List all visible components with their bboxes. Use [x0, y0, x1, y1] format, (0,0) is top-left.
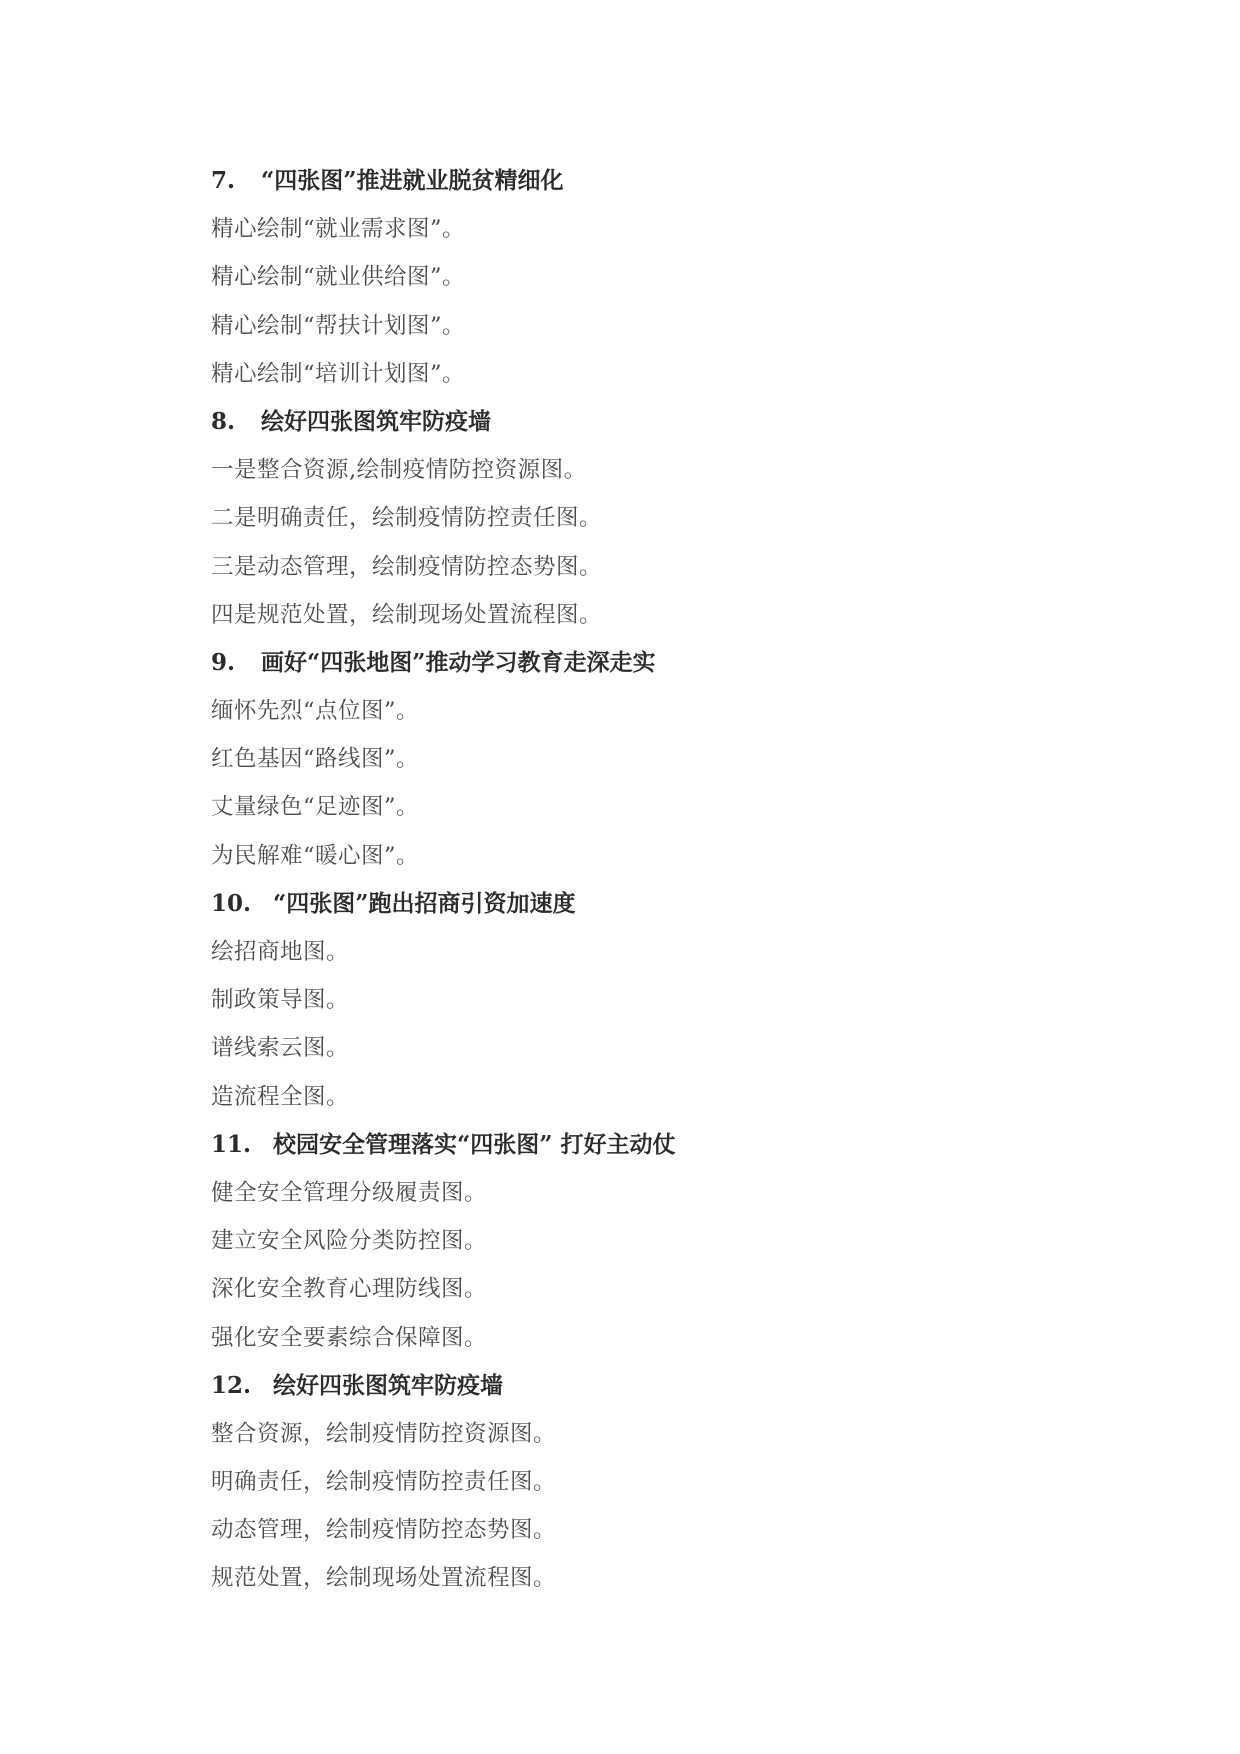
- list-item: 谱线索云图。: [211, 1035, 350, 1062]
- list-item: 制政策导图。: [211, 987, 350, 1014]
- section-heading: [211, 398, 1171, 446]
- section-heading: [211, 639, 1171, 687]
- list-item: 建立安全风险分类防控图。: [211, 1228, 488, 1255]
- list-item: 丈量绿色“足迹图”。: [211, 794, 420, 821]
- list-item: 缅怀先烈“点位图”。: [211, 698, 420, 725]
- document-body: [211, 157, 1171, 1603]
- section-title: “四张图”推进就业脱贫精细化: [261, 167, 564, 194]
- list-item: 二是明确责任，绘制疫情防控责任图。: [211, 505, 603, 532]
- list-item: 精心绘制“就业需求图”。: [211, 216, 466, 243]
- list-item: 动态管理，绘制疫情防控态势图。: [211, 1517, 557, 1544]
- list-item: 三是动态管理，绘制疫情防控态势图。: [211, 553, 603, 580]
- list-item: 为民解难“暖心图”。: [211, 842, 420, 869]
- list-item: 健全安全管理分级履责图。: [211, 1179, 488, 1206]
- section-title: 校园安全管理落实“四张图” 打好主动仗: [273, 1130, 676, 1158]
- section-title: 画好“四张地图”推动学习教育走深走实: [261, 648, 656, 676]
- list-item: 一是整合资源,绘制疫情防控资源图。: [211, 457, 587, 484]
- section-heading: [211, 1362, 1171, 1410]
- section-title: 绘好四张图筑牢防疫墙: [273, 1371, 503, 1399]
- section-number: 11.: [211, 1130, 252, 1158]
- list-item: 四是规范处置，绘制现场处置流程图。: [211, 601, 603, 628]
- list-item: 深化安全教育心理防线图。: [211, 1276, 488, 1303]
- section-number: 10.: [211, 889, 252, 917]
- list-item: 规范处置，绘制现场处置流程图。: [211, 1565, 557, 1592]
- section-heading: [211, 880, 1171, 928]
- section-title: “四张图”跑出招商引资加速度: [273, 889, 576, 917]
- list-item: 红色基因“路线图”。: [211, 746, 420, 773]
- list-item: 强化安全要素综合保障图。: [211, 1324, 488, 1351]
- section-number: 12.: [211, 1371, 252, 1399]
- list-item: 整合资源，绘制疫情防控资源图。: [211, 1420, 557, 1447]
- section-number: 8.: [211, 407, 236, 435]
- list-item: 精心绘制“就业供给图”。: [211, 264, 466, 291]
- list-item: 造流程全图。: [211, 1083, 350, 1110]
- list-item: 明确责任，绘制疫情防控责任图。: [211, 1469, 557, 1496]
- section-heading: [211, 157, 1171, 205]
- list-item: 精心绘制“帮扶计划图”。: [211, 312, 466, 339]
- list-item: 绘招商地图。: [211, 939, 350, 965]
- section-heading: [211, 1121, 1171, 1169]
- section-title: 绘好四张图筑牢防疫墙: [261, 407, 491, 435]
- section-number: 9.: [211, 648, 236, 676]
- list-item: 精心绘制“培训计划图”。: [211, 360, 466, 387]
- section-number: 7.: [211, 167, 236, 194]
